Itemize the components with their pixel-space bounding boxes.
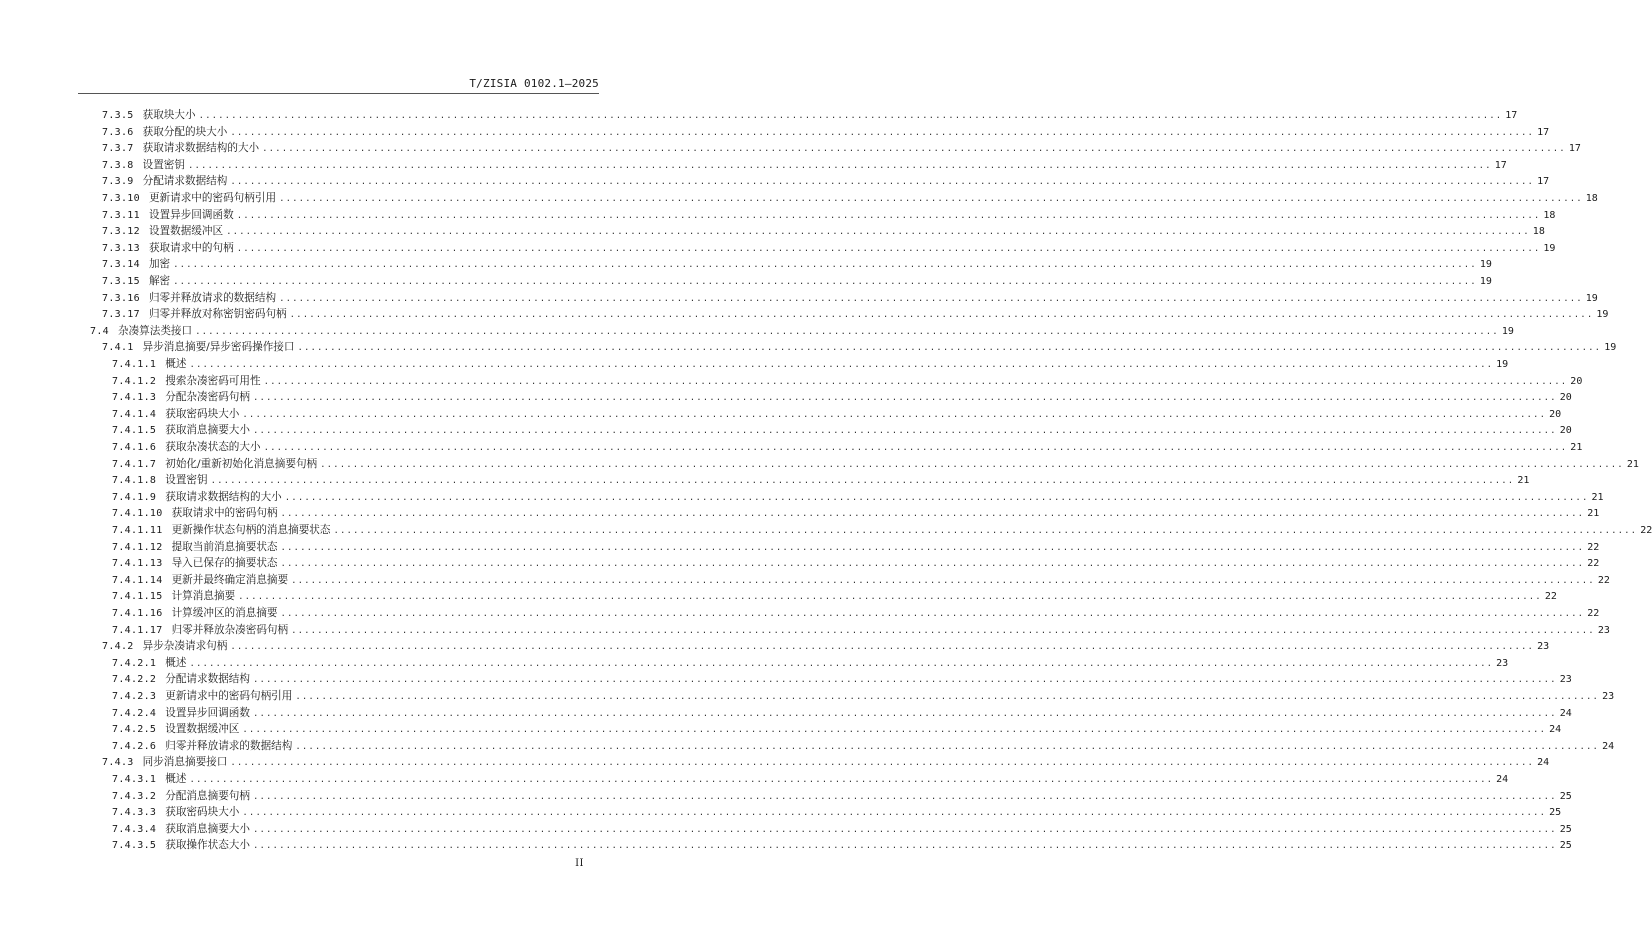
toc-entry-number: 7.4.3.1	[112, 774, 157, 785]
toc-entry-page: 25	[1549, 807, 1562, 819]
toc-entry-number: 7.3.12	[102, 226, 140, 238]
toc-entry[interactable]	[102, 241, 1556, 256]
toc-entry-number: 7.4.2.2	[112, 674, 157, 686]
toc-dot-leader: ........................................................................................................................................................................................................	[279, 194, 1583, 204]
toc-entry-number: 7.4.3.5	[112, 840, 157, 852]
toc-entry[interactable]	[102, 208, 1556, 223]
toc-entry[interactable]	[112, 390, 1572, 405]
toc-entry-number: 7.4.1.12	[112, 541, 163, 553]
toc-dot-leader: ........................................................................................................................................................................................................	[230, 177, 1535, 188]
toc-dot-leader: ........................................................................................................................................................................................................	[291, 575, 1595, 586]
toc-entry-number: 7.3.7	[102, 143, 134, 155]
toc-entry-page: 17	[1537, 126, 1550, 138]
toc-entry-title: 设置密钥	[142, 158, 185, 171]
toc-entry-title: 获取请求中的句柄	[148, 241, 234, 254]
toc-entry-title: 搜索杂凑密码可用性	[165, 374, 261, 387]
toc-entry-title: 计算消息摘要	[171, 590, 236, 603]
toc-dot-leader: ........................................................................................................................................................................................................	[280, 559, 1585, 570]
toc-entry[interactable]	[112, 556, 1600, 571]
toc-dot-leader: ........................................................................................................................................................................................................	[253, 675, 1557, 686]
toc-entry-number: 7.4.1.8	[112, 475, 157, 487]
toc-entry-number: 7.4.2.5	[112, 724, 157, 736]
toc-entry-title: 设置数据缓冲区	[148, 225, 224, 238]
toc-entry-title: 设置密钥	[165, 474, 208, 487]
toc-entry-number: 7.4.2	[102, 641, 134, 653]
toc-entry-page: 19	[1585, 292, 1598, 304]
toc-entry-title: 更新请求中的密码句柄引用	[148, 192, 277, 204]
toc-entry-page: 19	[1596, 309, 1609, 321]
toc-entry[interactable]	[102, 274, 1492, 289]
toc-entry-title: 获取块大小	[142, 109, 196, 121]
toc-entry-number: 7.4.1.3	[112, 392, 157, 404]
toc-entry-page: 23	[1602, 691, 1615, 702]
toc-entry-page: 24	[1496, 774, 1509, 785]
toc-entry-title: 获取分配的块大小	[142, 125, 228, 138]
toc-entry-number: 7.4.1.2	[112, 375, 157, 387]
toc-entry-page: 19	[1501, 325, 1514, 337]
toc-dot-leader: ........................................................................................................................................................................................................	[262, 144, 1566, 155]
toc-entry-number: 7.4.1.15	[112, 591, 163, 603]
toc-entry-page: 19	[1496, 359, 1509, 370]
toc-entry[interactable]	[102, 639, 1550, 654]
toc-entry-title: 获取操作状态大小	[165, 839, 250, 852]
toc-entry-number: 7.4.1.13	[112, 558, 163, 570]
toc-dot-leader: ........................................................................................................................................................................................................	[263, 376, 1568, 387]
toc-entry-title: 设置数据缓冲区	[165, 723, 240, 736]
toc-entry[interactable]	[112, 689, 1615, 704]
toc-entry-number: 7.4.1.17	[112, 624, 163, 636]
toc-entry[interactable]	[102, 125, 1550, 140]
toc-entry-number: 7.4.1.9	[112, 491, 157, 503]
toc-entry[interactable]	[112, 838, 1572, 853]
toc-dot-leader: ........................................................................................................................................................................................................	[253, 791, 1557, 802]
toc-entry[interactable]	[112, 573, 1610, 588]
toc-entry-number: 7.3.11	[102, 209, 140, 221]
toc-dot-leader: ........................................................................................................................................................................................................	[333, 526, 1638, 536]
toc-entry[interactable]	[112, 357, 1509, 372]
toc-entry[interactable]	[112, 490, 1604, 505]
toc-entry-number: 7.3.9	[102, 176, 134, 188]
toc-dot-leader: ........................................................................................................................................................................................................	[189, 360, 1494, 370]
toc-dot-leader: ........................................................................................................................................................................................................	[173, 277, 1477, 287]
toc-entry[interactable]	[112, 506, 1600, 521]
toc-entry-page: 24	[1559, 707, 1572, 719]
toc-dot-leader: ........................................................................................................................................................................................................	[242, 725, 1547, 736]
toc-entry-page: 22	[1640, 525, 1652, 536]
toc-entry-number: 7.3.8	[102, 159, 134, 171]
toc-entry-title: 获取请求中的密码句柄	[171, 507, 278, 520]
toc-dot-leader: ........................................................................................................................................................................................................	[253, 426, 1557, 437]
toc-dot-leader: ........................................................................................................................................................................................................	[236, 210, 1541, 221]
toc-entry-number: 7.4.1.10	[112, 508, 163, 520]
toc-entry-title: 加密	[148, 258, 171, 271]
toc-dot-leader: ........................................................................................................................................................................................................	[284, 492, 1589, 503]
toc-entry[interactable]	[102, 191, 1598, 206]
toc-entry[interactable]	[112, 722, 1562, 737]
toc-entry-page: 20	[1559, 392, 1572, 404]
toc-entry[interactable]	[102, 141, 1581, 156]
toc-entry-title: 分配杂凑密码句柄	[165, 391, 250, 404]
toc-entry-page: 21	[1570, 442, 1583, 453]
toc-entry-page: 23	[1559, 674, 1572, 686]
toc-dot-leader: ........................................................................................................................................................................................................	[226, 227, 1530, 238]
toc-entry-title: 异步杂凑请求句柄	[142, 640, 228, 653]
toc-dot-leader: ........................................................................................................................................................................................................	[295, 741, 1600, 752]
toc-dot-leader: ........................................................................................................................................................................................................	[279, 293, 1583, 304]
toc-entry-number: 7.4.1.14	[112, 574, 163, 586]
toc-dot-leader: ........................................................................................................................................................................................................	[253, 393, 1557, 404]
toc-entry-title: 更新操作状态句柄的消息摘要状态	[171, 524, 331, 536]
toc-entry-page: 22	[1587, 608, 1600, 619]
toc-dot-leader: ........................................................................................................................................................................................................	[230, 758, 1535, 769]
toc-entry[interactable]	[112, 672, 1572, 687]
toc-entry-number: 7.4.1.7	[112, 458, 157, 470]
toc-entry[interactable]	[112, 523, 1652, 538]
toc-entry[interactable]	[112, 706, 1572, 721]
toc-entry-title: 分配消息摘要句柄	[165, 789, 250, 802]
toc-entry[interactable]	[112, 423, 1572, 438]
toc-entry-page: 19	[1479, 276, 1492, 287]
toc-entry-number: 7.4.3.4	[112, 823, 157, 835]
toc-entry-page: 24	[1602, 740, 1615, 752]
toc-entry-page: 22	[1597, 574, 1610, 586]
toc-entry-number: 7.4.1.4	[112, 408, 157, 420]
toc-entry[interactable]	[112, 407, 1562, 422]
toc-dot-leader: ........................................................................................................................................................................................................	[263, 443, 1568, 453]
toc-dot-leader: ........................................................................................................................................................................................................	[189, 658, 1494, 669]
toc-entry-number: 7.4.1.11	[112, 525, 163, 536]
toc-dot-leader: ........................................................................................................................................................................................................	[320, 459, 1624, 470]
toc-entry-title: 获取消息摘要大小	[165, 424, 250, 437]
toc-entry-title: 归零并释放杂凑密码句柄	[171, 623, 289, 636]
toc-dot-leader: ........................................................................................................................................................................................................	[173, 260, 1477, 271]
toc-dot-leader: ........................................................................................................................................................................................................	[230, 127, 1535, 138]
toc-dot-leader: ........................................................................................................................................................................................................	[230, 642, 1535, 653]
toc-dot-leader: ........................................................................................................................................................................................................	[280, 609, 1585, 619]
toc-entry[interactable]	[90, 324, 1514, 339]
toc-entry-number: 7.4.1.6	[112, 442, 157, 453]
toc-entry-page: 25	[1559, 840, 1572, 852]
toc-entry-number: 7.4.1.5	[112, 425, 157, 437]
toc-entry-number: 7.4	[90, 325, 109, 337]
toc-entry[interactable]	[102, 108, 1518, 123]
toc-entry-title: 概述	[165, 358, 187, 370]
toc-entry-title: 归零并释放请求的数据结构	[165, 739, 293, 752]
toc-entry-page: 22	[1587, 541, 1600, 553]
toc-entry[interactable]	[102, 224, 1545, 239]
toc-entry-page: 18	[1532, 226, 1545, 238]
page-number: II	[575, 858, 584, 869]
toc-entry[interactable]	[102, 307, 1609, 322]
toc-entry-number: 7.4.1	[102, 342, 134, 354]
header-rule	[78, 93, 599, 94]
toc-entry-title: 设置异步回调函数	[148, 208, 234, 221]
toc-entry[interactable]	[102, 174, 1550, 189]
toc-entry-title: 提取当前消息摘要状态	[171, 540, 278, 553]
toc-entry-title: 获取杂凑状态的大小	[165, 441, 261, 453]
toc-dot-leader: ........................................................................................................................................................................................................	[280, 509, 1585, 520]
toc-entry[interactable]	[112, 789, 1572, 804]
toc-entry[interactable]	[102, 340, 1617, 355]
toc-entry-number: 7.3.5	[102, 110, 134, 121]
toc-dot-leader: ........................................................................................................................................................................................................	[210, 476, 1515, 487]
toc-entry-number: 7.4.3.3	[112, 807, 157, 819]
toc-entry-page: 24	[1537, 757, 1550, 769]
toc-dot-leader: ........................................................................................................................................................................................................	[253, 708, 1557, 719]
toc-entry[interactable]	[112, 822, 1572, 837]
toc-entry-page: 23	[1496, 657, 1509, 669]
toc-dot-leader: ........................................................................................................................................................................................................	[280, 542, 1585, 553]
toc-entry-page: 22	[1544, 591, 1557, 603]
toc-dot-leader: ........................................................................................................................................................................................................	[195, 326, 1499, 337]
toc-entry-title: 杂凑算法类接口	[117, 324, 193, 337]
toc-entry-title: 更新请求中的密码句柄引用	[165, 690, 293, 702]
toc-entry[interactable]	[112, 589, 1557, 604]
toc-dot-leader: ........................................................................................................................................................................................................	[297, 343, 1602, 354]
toc-dot-leader: ........................................................................................................................................................................................................	[253, 824, 1557, 835]
toc-dot-leader: ........................................................................................................................................................................................................	[189, 775, 1494, 785]
toc-entry-page: 19	[1543, 242, 1556, 254]
toc-entry-title: 概述	[165, 773, 187, 785]
toc-dot-leader: ........................................................................................................................................................................................................	[253, 841, 1557, 852]
toc-entry-number: 7.3.14	[102, 259, 140, 271]
toc-entry-page: 21	[1626, 458, 1639, 470]
toc-entry[interactable]	[112, 440, 1583, 455]
toc-entry-page: 17	[1568, 143, 1581, 155]
toc-entry-page: 17	[1494, 159, 1507, 171]
toc-entry-title: 归零并释放对称密钥密码句柄	[148, 308, 287, 321]
toc-entry-title: 获取请求数据结构的大小	[165, 490, 282, 503]
toc-entry-page: 20	[1559, 425, 1572, 437]
toc-entry[interactable]	[102, 755, 1550, 770]
toc-entry[interactable]	[102, 291, 1598, 306]
toc-entry-number: 7.4.2.1	[112, 657, 157, 669]
toc-dot-leader: ........................................................................................................................................................................................................	[242, 409, 1547, 420]
toc-dot-leader: ........................................................................................................................................................................................................	[198, 111, 1503, 121]
toc-entry-number: 7.4.2.3	[112, 691, 157, 702]
toc-entry-title: 解密	[148, 275, 171, 287]
toc-dot-leader: ........................................................................................................................................................................................................	[295, 692, 1600, 702]
toc-entry-page: 19	[1479, 259, 1492, 271]
toc-dot-leader: ........................................................................................................................................................................................................	[242, 808, 1547, 819]
toc-entry[interactable]	[112, 772, 1509, 787]
toc-entry-number: 7.3.13	[102, 242, 140, 254]
toc-dot-leader: ........................................................................................................................................................................................................	[289, 310, 1594, 321]
toc-entry-page: 25	[1559, 823, 1572, 835]
toc-entry-title: 导入已保存的摘要状态	[171, 557, 278, 570]
toc-entry-title: 获取请求数据结构的大小	[142, 142, 260, 155]
toc-entry[interactable]	[102, 257, 1492, 272]
toc-entry-page: 18	[1543, 209, 1556, 221]
toc-entry-number: 7.4.3	[102, 757, 134, 769]
toc-entry-title: 异步消息摘要/异步密码操作接口	[142, 341, 295, 354]
toc-entry-number: 7.4.2.6	[112, 740, 157, 752]
toc-entry-title: 设置异步回调函数	[165, 706, 250, 719]
toc-entry-number: 7.4.2.4	[112, 707, 157, 719]
toc-entry-number: 7.4.1.16	[112, 608, 163, 619]
toc-entry[interactable]	[112, 805, 1562, 820]
toc-entry-page: 20	[1549, 408, 1562, 420]
toc-entry[interactable]	[112, 473, 1530, 488]
toc-entry[interactable]	[112, 540, 1600, 555]
toc-entry-number: 7.3.10	[102, 193, 140, 204]
toc-entry-title: 归零并释放请求的数据结构	[148, 291, 277, 304]
toc-entry-title: 分配请求数据结构	[165, 673, 250, 686]
toc-entry-page: 21	[1591, 491, 1604, 503]
toc-entry-number: 7.3.17	[102, 309, 140, 321]
toc-entry-page: 21	[1517, 475, 1530, 487]
toc-entry[interactable]	[112, 606, 1600, 621]
toc-entry[interactable]	[112, 457, 1639, 472]
toc-entry-page: 25	[1559, 790, 1572, 802]
toc-entry-page: 20	[1570, 375, 1583, 387]
toc-entry-number: 7.3.15	[102, 276, 140, 287]
toc-entry-page: 17	[1505, 110, 1518, 121]
toc-entry-title: 获取密码块大小	[165, 407, 240, 420]
toc-entry[interactable]	[112, 623, 1610, 638]
toc-entry-number: 7.3.6	[102, 126, 134, 138]
document-id: T/ZISIA 0102.1—2025	[469, 77, 599, 90]
toc-entry-title: 初始化/重新初始化消息摘要句柄	[165, 457, 318, 470]
toc-entry[interactable]	[112, 739, 1615, 754]
toc-entry-page: 23	[1597, 624, 1610, 636]
toc-entry-page: 18	[1585, 193, 1598, 204]
toc-dot-leader: ........................................................................................................................................................................................................	[291, 625, 1595, 636]
toc-entry[interactable]	[102, 158, 1507, 173]
toc-entry-number: 7.3.16	[102, 292, 140, 304]
toc-entry-page: 19	[1604, 342, 1617, 354]
toc-entry-title: 同步消息摘要接口	[142, 756, 228, 769]
toc-entry-page: 23	[1537, 641, 1550, 653]
toc-entry-page: 21	[1587, 508, 1600, 520]
toc-dot-leader: ........................................................................................................................................................................................................	[187, 160, 1492, 171]
toc-entry-title: 分配请求数据结构	[142, 175, 228, 188]
toc-entry-page: 24	[1549, 724, 1562, 736]
toc-dot-leader: ........................................................................................................................................................................................................	[238, 592, 1542, 603]
toc-entry-page: 17	[1537, 176, 1550, 188]
toc-entry-title: 计算缓冲区的消息摘要	[171, 607, 278, 619]
toc-dot-leader: ........................................................................................................................................................................................................	[236, 243, 1541, 254]
toc-entry-number: 7.4.1.1	[112, 359, 157, 370]
toc-entry[interactable]	[112, 656, 1509, 671]
toc-entry-number: 7.4.3.2	[112, 790, 157, 802]
toc-entry-title: 获取密码块大小	[165, 806, 240, 819]
toc-entry-page: 22	[1587, 558, 1600, 570]
toc-entry-title: 更新并最终确定消息摘要	[171, 573, 289, 586]
toc-entry-title: 概述	[165, 656, 187, 669]
toc-entry[interactable]	[112, 374, 1583, 389]
toc-entry-title: 获取消息摘要大小	[165, 822, 250, 835]
